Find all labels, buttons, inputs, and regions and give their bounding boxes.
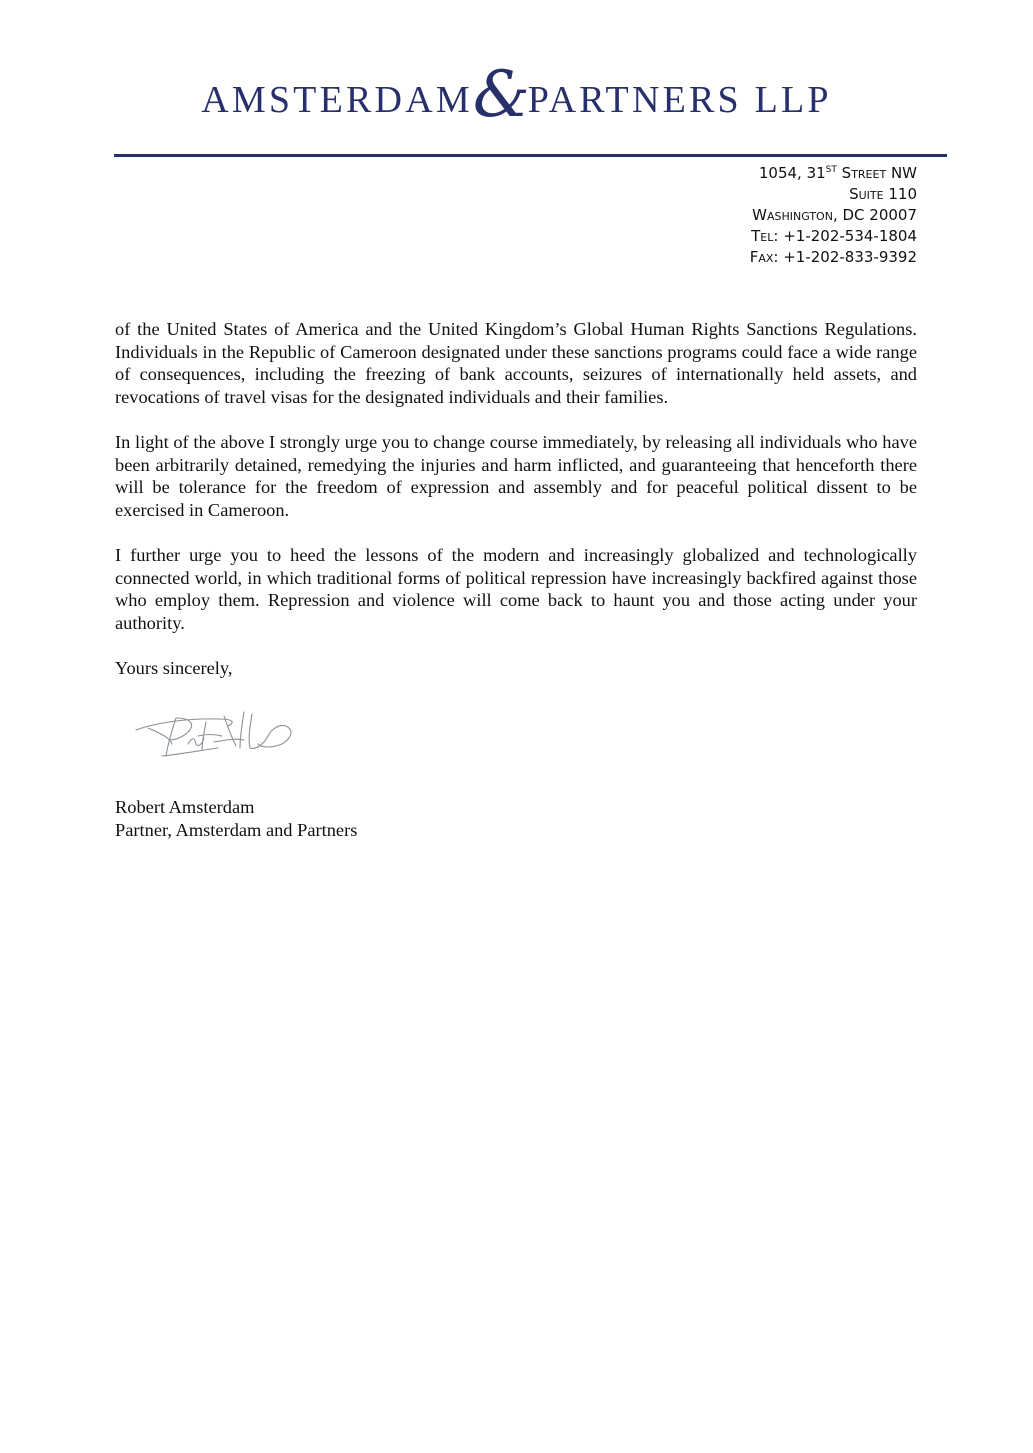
letterhead-divider bbox=[114, 154, 947, 157]
letter-body bbox=[115, 318, 917, 680]
body-paragraph-1: of the United States of America and the United Kingdom’s Global Human Rights Sanctions Regulations. Individuals in the Republic of Cameroon designated under these sanctions programs could face a wide range of consequences, including the freezing of bank accounts, seizures of internationally held assets, and revocations of travel visas for the designated individuals and their families. bbox=[115, 319, 917, 407]
body-paragraph-2: In light of the above I strongly urge you to change course immediately, by releasing all individuals who have been arbitrarily detained, remedying the injuries and harm inflicted, and guaranteeing that henceforth there will be tolerance for the freedom of expression and assembly and for peaceful political dissent to be exercised in Cameroon. bbox=[115, 431, 917, 520]
signer-name: Robert Amsterdam bbox=[115, 797, 255, 817]
closing-salutation: Yours sincerely, bbox=[115, 657, 233, 678]
address-suite: Suite 110 bbox=[849, 185, 917, 203]
address-street-name: Street NW bbox=[841, 164, 917, 182]
address-street-number: 1054, 31 bbox=[758, 164, 826, 182]
address-telephone: Tel: +1-202-534-1804 bbox=[751, 227, 917, 245]
signer-title: Partner, Amsterdam and Partners bbox=[115, 819, 358, 840]
firm-address-block bbox=[557, 160, 917, 268]
ampersand-logo-mark: & bbox=[472, 58, 530, 132]
body-paragraph-3: I further urge you to heed the lessons of the modern and increasingly globalized and technologically connected world, in which traditional forms of political repression have increasingly backfired against those who employ them. Repression and violence will come back to haunt you and those acting under your authority. bbox=[115, 544, 917, 633]
handwritten-signature bbox=[132, 704, 332, 768]
letterhead-logo bbox=[0, 58, 1033, 132]
address-street-ordinal: ST bbox=[825, 165, 837, 175]
address-city: Washington, DC 20007 bbox=[752, 206, 917, 224]
signer-block bbox=[115, 796, 357, 841]
firm-name-right: PARTNERS LLP bbox=[527, 79, 832, 121]
address-fax: Fax: +1-202-833-9392 bbox=[749, 248, 917, 266]
address-street bbox=[557, 160, 917, 184]
firm-name-left: AMSTERDAM bbox=[201, 79, 473, 121]
